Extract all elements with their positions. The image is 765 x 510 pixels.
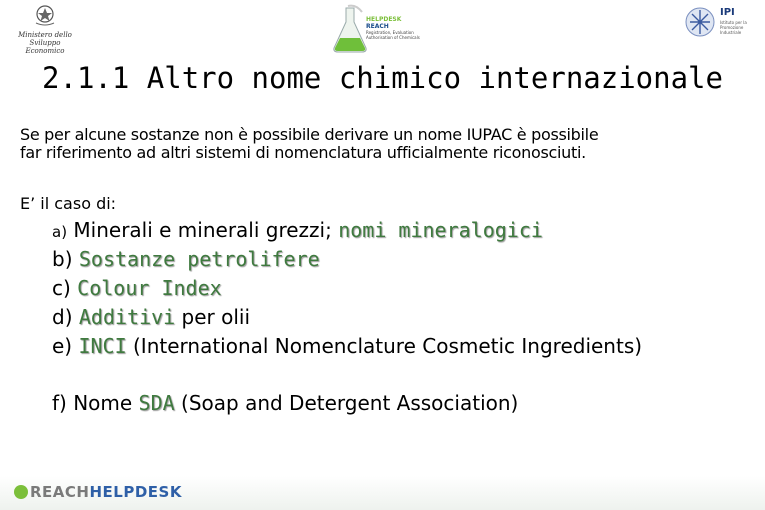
- brand-part-2: HELPDESK: [89, 483, 182, 501]
- brand-dot-icon: [14, 485, 28, 499]
- list-item-label: b): [52, 247, 73, 271]
- list-item-label: a): [52, 223, 68, 241]
- list-item-post: (International Nomenclature Cosmetic Ingredients): [126, 334, 643, 358]
- list-item: [52, 303, 642, 332]
- list-item-pre: Minerali e minerali grezzi;: [67, 218, 339, 242]
- reach-helpdesk-logo: [330, 4, 420, 56]
- ipi-line-1: Istituto per la: [720, 20, 747, 25]
- list-item-highlight: SDA: [138, 391, 175, 415]
- ipi-logo: [684, 5, 754, 43]
- reach-logo-text: [366, 16, 420, 40]
- list-item: [52, 216, 642, 245]
- list-item-highlight: Colour Index: [77, 276, 222, 300]
- ipi-line-2: Promozione: [720, 25, 744, 30]
- helpdesk-word: HELPDESK: [366, 16, 402, 23]
- ipi-emblem-icon: [684, 5, 716, 39]
- list-item-label: d): [52, 305, 73, 329]
- intro-paragraph: [20, 126, 750, 162]
- list-item-highlight: Additivi: [78, 305, 176, 329]
- reach-word: REACH: [366, 23, 389, 30]
- ipi-line-3: Industriale: [720, 30, 742, 35]
- ipi-name: IPI: [720, 7, 735, 18]
- ministero-caption-2: Sviluppo Economico: [25, 39, 65, 55]
- list-item-pre: Nome: [66, 391, 139, 415]
- caso-label: E’ il caso di:: [20, 194, 117, 213]
- list-item: [52, 245, 642, 274]
- list-item-post: (Soap and Detergent Association): [174, 391, 519, 415]
- list-item: [52, 389, 642, 418]
- flask-icon: [330, 4, 370, 54]
- reach-sub-2: Authorisation of Chemicals: [366, 35, 420, 40]
- reach-sub-1: Registration, Evaluation: [366, 30, 414, 35]
- list-item: [52, 274, 642, 303]
- ipi-lines: [720, 20, 747, 35]
- brand-part-1: REACH: [30, 483, 90, 501]
- list-item-highlight: INCI: [78, 334, 127, 358]
- reach-helpdesk-brand: [14, 483, 182, 501]
- list-item-post: per olii: [175, 305, 251, 329]
- slide-title-text: 2.1.1 Altro nome chimico internazionale: [42, 61, 723, 95]
- footer-band: [0, 476, 765, 510]
- italian-emblem-icon: [32, 3, 58, 27]
- ministero-logo: [14, 3, 76, 55]
- ministero-caption-1: Ministero dello: [18, 31, 72, 39]
- intro-line-2: far riferimento ad altri sistemi di nomenclatura ufficialmente riconosciuti.: [20, 143, 586, 162]
- cases-list: [52, 216, 642, 418]
- slide-title: [0, 58, 765, 98]
- list-item: [52, 332, 642, 361]
- list-item-label: f): [52, 391, 67, 415]
- list-item-label: c): [52, 276, 71, 300]
- intro-line-1: Se per alcune sostanze non è possibile derivare un nome IUPAC è possibile: [20, 125, 599, 144]
- list-item-highlight: nomi mineralogici: [338, 218, 543, 242]
- list-item-highlight: Sostanze petrolifere: [78, 247, 320, 271]
- list-item-label: e): [52, 334, 73, 358]
